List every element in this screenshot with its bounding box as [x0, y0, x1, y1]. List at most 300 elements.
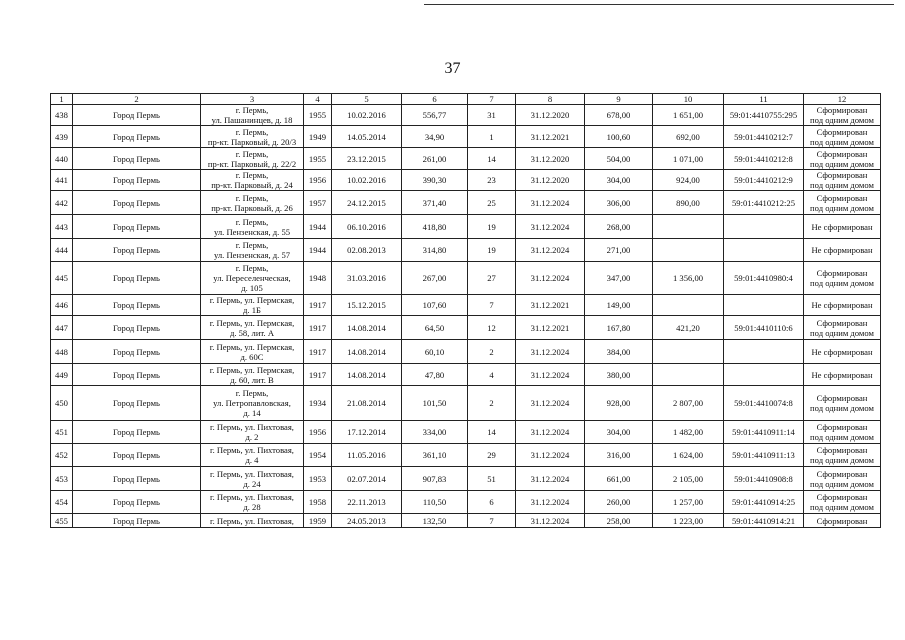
table-row	[51, 491, 881, 514]
header-cell: 5	[332, 94, 402, 105]
table-row	[51, 215, 881, 239]
amount-cell	[653, 364, 724, 386]
top-rule	[424, 4, 894, 5]
date-cell: 24.05.2013	[332, 514, 402, 528]
table-row	[51, 239, 881, 262]
area-cell: 107,60	[402, 295, 468, 316]
amount-cell	[653, 295, 724, 316]
amount-cell: 1 624,00	[653, 444, 724, 467]
address-line: г. Пермь,	[235, 126, 269, 137]
address-line: пр-кт. Парковый, д. 26	[211, 202, 293, 213]
area-cell: 556,77	[402, 105, 468, 126]
city-cell: Город Пермь	[73, 239, 201, 262]
year-cell: 1917	[304, 295, 332, 316]
registry-table	[50, 93, 881, 528]
residents-cell: 29	[468, 444, 516, 467]
date-cell: 31.03.2016	[332, 262, 402, 295]
table-row	[51, 421, 881, 444]
year-cell: 1917	[304, 340, 332, 364]
date-cell: 02.08.2013	[332, 239, 402, 262]
table-row	[51, 170, 881, 191]
status-cell	[804, 386, 881, 421]
row-number: 443	[51, 215, 73, 239]
status-cell	[804, 491, 881, 514]
address-line: ул. Петропавловская,	[213, 398, 291, 408]
city-cell: Город Пермь	[73, 295, 201, 316]
address-cell	[201, 262, 304, 295]
deadline-cell: 31.12.2021	[516, 295, 585, 316]
table-row	[51, 148, 881, 170]
row-number: 444	[51, 239, 73, 262]
table-row	[51, 105, 881, 126]
address-cell	[201, 170, 304, 191]
cadastral-cell	[724, 239, 804, 262]
cost-cell: 316,00	[585, 444, 653, 467]
header-cell: 1	[51, 94, 73, 105]
address-line: ул. Пашанинцев, д. 18	[211, 115, 293, 125]
address-line: г. Пермь, ул. Пермская,	[209, 341, 295, 352]
cadastral-cell: 59:01:4410911:13	[724, 444, 804, 467]
residents-cell: 12	[468, 316, 516, 340]
date-cell: 15.12.2015	[332, 295, 402, 316]
cadastral-cell: 59:01:4410212:8	[724, 148, 804, 170]
status-line: под одним домом	[810, 115, 874, 125]
amount-cell: 1 651,00	[653, 105, 724, 126]
year-cell: 1944	[304, 239, 332, 262]
deadline-cell: 31.12.2020	[516, 105, 585, 126]
year-cell: 1934	[304, 386, 332, 421]
cadastral-cell: 59:01:4410212:9	[724, 170, 804, 191]
residents-cell: 14	[468, 421, 516, 444]
address-line: ул. Переселенческая,	[213, 273, 291, 283]
table-row	[51, 316, 881, 340]
header-cell: 10	[653, 94, 724, 105]
city-cell: Город Пермь	[73, 421, 201, 444]
table-row	[51, 386, 881, 421]
city-cell: Город Пермь	[73, 444, 201, 467]
address-cell	[201, 386, 304, 421]
row-number: 453	[51, 467, 73, 491]
amount-cell: 421,20	[653, 316, 724, 340]
amount-cell: 890,00	[653, 191, 724, 215]
address-line: г. Пермь, ул. Пихтовая,	[210, 422, 294, 432]
status-line: Не сформирован	[811, 245, 873, 255]
status-line: Сформирован	[816, 192, 868, 203]
cadastral-cell: 59:01:4410914:25	[724, 491, 804, 514]
city-cell: Город Пермь	[73, 386, 201, 421]
area-cell: 334,00	[402, 421, 468, 444]
address-line: д. 58, лит. А	[229, 327, 275, 338]
city-cell: Город Пермь	[73, 340, 201, 364]
address-line: д. 14	[243, 408, 261, 418]
area-cell: 390,30	[402, 170, 468, 191]
status-cell	[804, 105, 881, 126]
cadastral-cell: 59:01:4410908:8	[724, 467, 804, 491]
cost-cell: 304,00	[585, 421, 653, 444]
deadline-cell: 31.12.2021	[516, 316, 585, 340]
status-cell	[804, 316, 881, 340]
address-line: ул. Пензенская, д. 55	[213, 226, 291, 237]
area-cell: 132,50	[402, 514, 468, 528]
deadline-cell: 31.12.2024	[516, 239, 585, 262]
table-row	[51, 126, 881, 148]
cost-cell: 928,00	[585, 386, 653, 421]
status-line: Сформирован	[816, 170, 868, 180]
status-line: под одним домом	[810, 455, 874, 465]
table-row	[51, 262, 881, 295]
status-cell	[804, 262, 881, 295]
cost-cell: 306,00	[585, 191, 653, 215]
header-cell: 7	[468, 94, 516, 105]
table-row	[51, 295, 881, 316]
address-line: д. 24	[243, 478, 261, 489]
residents-cell: 2	[468, 386, 516, 421]
address-line: г. Пермь, ул. Пихтовая,	[210, 445, 294, 455]
date-cell: 24.12.2015	[332, 191, 402, 215]
address-line: г. Пермь,	[235, 192, 269, 203]
address-cell	[201, 105, 304, 126]
amount-cell: 1 071,00	[653, 148, 724, 170]
status-cell	[804, 467, 881, 491]
year-cell: 1957	[304, 191, 332, 215]
deadline-cell: 31.12.2020	[516, 170, 585, 191]
address-cell	[201, 215, 304, 239]
city-cell: Город Пермь	[73, 467, 201, 491]
cadastral-cell: 59:01:4410212:25	[724, 191, 804, 215]
amount-cell: 692,00	[653, 126, 724, 148]
row-number: 448	[51, 340, 73, 364]
status-cell	[804, 148, 881, 170]
cost-cell: 260,00	[585, 491, 653, 514]
address-cell	[201, 191, 304, 215]
amount-cell: 2 105,00	[653, 467, 724, 491]
amount-cell: 1 223,00	[653, 514, 724, 528]
deadline-cell: 31.12.2021	[516, 126, 585, 148]
address-line: ул. Пензенская, д. 57	[213, 250, 291, 260]
status-line: Сформирован	[816, 492, 868, 502]
date-cell: 06.10.2016	[332, 215, 402, 239]
amount-cell: 924,00	[653, 170, 724, 191]
deadline-cell: 31.12.2024	[516, 421, 585, 444]
status-line: Сформирован	[816, 126, 868, 137]
residents-cell: 25	[468, 191, 516, 215]
date-cell: 10.02.2016	[332, 105, 402, 126]
status-line: под одним домом	[810, 478, 874, 489]
status-line: Сформирован	[816, 445, 868, 455]
date-cell: 14.08.2014	[332, 364, 402, 386]
city-cell: Город Пермь	[73, 514, 201, 528]
address-line: г. Пермь,	[235, 216, 269, 227]
address-line: д. 2	[245, 432, 259, 442]
residents-cell: 27	[468, 262, 516, 295]
address-line: д. 105	[241, 283, 263, 293]
address-line: г. Пермь, ул. Пихтовая,	[210, 492, 294, 502]
year-cell: 1958	[304, 491, 332, 514]
header-cell: 2	[73, 94, 201, 105]
status-line: Сформирован	[816, 148, 868, 159]
date-cell: 11.05.2016	[332, 444, 402, 467]
status-cell	[804, 514, 881, 528]
deadline-cell: 31.12.2024	[516, 262, 585, 295]
residents-cell: 7	[468, 514, 516, 528]
status-cell	[804, 239, 881, 262]
page-number: 37	[444, 60, 461, 77]
table-row	[51, 467, 881, 491]
deadline-cell: 31.12.2024	[516, 444, 585, 467]
cadastral-cell: 59:01:4410074:8	[724, 386, 804, 421]
year-cell: 1956	[304, 421, 332, 444]
address-line: г. Пермь,	[235, 263, 269, 273]
address-line: г. Пермь,	[235, 148, 269, 159]
city-cell: Город Пермь	[73, 148, 201, 170]
cost-cell: 258,00	[585, 514, 653, 528]
amount-cell	[653, 340, 724, 364]
address-line: пр-кт. Парковый, д. 20/3	[207, 136, 297, 147]
header-cell: 3	[201, 94, 304, 105]
address-line: г. Пермь,	[235, 388, 269, 398]
address-cell	[201, 239, 304, 262]
status-line: Сформирован	[816, 468, 868, 479]
header-cell: 4	[304, 94, 332, 105]
area-cell: 371,40	[402, 191, 468, 215]
area-cell: 907,83	[402, 467, 468, 491]
area-cell: 60,10	[402, 340, 468, 364]
cost-cell: 347,00	[585, 262, 653, 295]
address-line: д. 28	[243, 502, 261, 512]
amount-cell: 1 482,00	[653, 421, 724, 444]
row-number: 449	[51, 364, 73, 386]
header-cell: 11	[724, 94, 804, 105]
status-line: под одним домом	[810, 327, 874, 338]
table-row	[51, 444, 881, 467]
address-cell	[201, 126, 304, 148]
address-line: д. 4	[245, 455, 259, 465]
row-number: 438	[51, 105, 73, 126]
row-number: 454	[51, 491, 73, 514]
date-cell: 02.07.2014	[332, 467, 402, 491]
cadastral-cell	[724, 340, 804, 364]
residents-cell: 2	[468, 340, 516, 364]
city-cell: Город Пермь	[73, 364, 201, 386]
deadline-cell: 31.12.2024	[516, 191, 585, 215]
row-number: 440	[51, 148, 73, 170]
cost-cell: 304,00	[585, 170, 653, 191]
date-cell: 10.02.2016	[332, 170, 402, 191]
status-cell	[804, 126, 881, 148]
status-cell	[804, 364, 881, 386]
year-cell: 1955	[304, 105, 332, 126]
city-cell: Город Пермь	[73, 126, 201, 148]
deadline-cell: 31.12.2020	[516, 148, 585, 170]
status-line: Сформирован	[816, 393, 868, 403]
status-line: Сформирован	[816, 105, 868, 115]
cadastral-cell	[724, 295, 804, 316]
area-cell: 314,80	[402, 239, 468, 262]
date-cell: 14.05.2014	[332, 126, 402, 148]
table-row	[51, 191, 881, 215]
area-cell: 361,10	[402, 444, 468, 467]
city-cell: Город Пермь	[73, 105, 201, 126]
status-cell	[804, 444, 881, 467]
residents-cell: 19	[468, 215, 516, 239]
year-cell: 1917	[304, 364, 332, 386]
header-cell: 9	[585, 94, 653, 105]
deadline-cell: 31.12.2024	[516, 467, 585, 491]
year-cell: 1949	[304, 126, 332, 148]
row-number: 439	[51, 126, 73, 148]
area-cell: 64,50	[402, 316, 468, 340]
city-cell: Город Пермь	[73, 262, 201, 295]
status-line: Сформирован	[816, 268, 868, 278]
address-line: пр-кт. Парковый, д. 22/2	[207, 158, 297, 169]
address-cell	[201, 340, 304, 364]
row-number: 445	[51, 262, 73, 295]
deadline-cell: 31.12.2024	[516, 340, 585, 364]
year-cell: 1959	[304, 514, 332, 528]
address-cell	[201, 467, 304, 491]
city-cell: Город Пермь	[73, 491, 201, 514]
amount-cell	[653, 215, 724, 239]
address-line: г. Пермь, ул. Пермская,	[209, 317, 295, 328]
status-line: под одним домом	[810, 502, 874, 512]
status-cell	[804, 215, 881, 239]
address-line: г. Пермь, ул. Пихтовая,	[210, 515, 294, 526]
deadline-cell: 31.12.2024	[516, 364, 585, 386]
cost-cell: 384,00	[585, 340, 653, 364]
status-line: Сформирован	[816, 317, 868, 328]
status-line: под одним домом	[810, 278, 874, 288]
residents-cell: 51	[468, 467, 516, 491]
year-cell: 1917	[304, 316, 332, 340]
status-cell	[804, 295, 881, 316]
table-row	[51, 340, 881, 364]
amount-cell: 1 356,00	[653, 262, 724, 295]
year-cell: 1944	[304, 215, 332, 239]
city-cell: Город Пермь	[73, 170, 201, 191]
cost-cell: 661,00	[585, 467, 653, 491]
address-cell	[201, 421, 304, 444]
cadastral-cell: 59:01:4410212:7	[724, 126, 804, 148]
area-cell: 261,00	[402, 148, 468, 170]
address-cell	[201, 364, 304, 386]
residents-cell: 1	[468, 126, 516, 148]
address-line: пр-кт. Парковый, д. 24	[211, 180, 293, 190]
row-number: 450	[51, 386, 73, 421]
residents-cell: 19	[468, 239, 516, 262]
area-cell: 47,80	[402, 364, 468, 386]
cadastral-cell: 59:01:4410914:21	[724, 514, 804, 528]
year-cell: 1954	[304, 444, 332, 467]
address-cell	[201, 148, 304, 170]
status-line: под одним домом	[810, 180, 874, 190]
table-row	[51, 514, 881, 528]
row-number: 442	[51, 191, 73, 215]
deadline-cell: 31.12.2024	[516, 491, 585, 514]
address-line: г. Пермь,	[235, 240, 269, 250]
table-row	[51, 364, 881, 386]
address-line: г. Пермь, ул. Пихтовая,	[210, 468, 294, 479]
address-cell	[201, 491, 304, 514]
cadastral-cell: 59:01:4410911:14	[724, 421, 804, 444]
date-cell: 14.08.2014	[332, 340, 402, 364]
cadastral-cell	[724, 364, 804, 386]
status-line: Не сформирован	[811, 346, 873, 357]
cost-cell: 268,00	[585, 215, 653, 239]
header-cell: 12	[804, 94, 881, 105]
address-cell	[201, 444, 304, 467]
city-cell: Город Пермь	[73, 316, 201, 340]
row-number: 447	[51, 316, 73, 340]
deadline-cell: 31.12.2024	[516, 386, 585, 421]
area-cell: 267,00	[402, 262, 468, 295]
address-line: г. Пермь, ул. Пермская,	[209, 364, 295, 375]
row-number: 451	[51, 421, 73, 444]
date-cell: 14.08.2014	[332, 316, 402, 340]
status-line: Сформирован	[816, 515, 868, 526]
residents-cell: 14	[468, 148, 516, 170]
residents-cell: 23	[468, 170, 516, 191]
cost-cell: 504,00	[585, 148, 653, 170]
city-cell: Город Пермь	[73, 215, 201, 239]
date-cell: 21.08.2014	[332, 386, 402, 421]
city-cell: Город Пермь	[73, 191, 201, 215]
table-body	[51, 94, 881, 528]
status-cell	[804, 191, 881, 215]
cost-cell: 167,80	[585, 316, 653, 340]
deadline-cell: 31.12.2024	[516, 514, 585, 528]
area-cell: 34,90	[402, 126, 468, 148]
year-cell: 1956	[304, 170, 332, 191]
cost-cell: 380,00	[585, 364, 653, 386]
address-line: д. 1Б	[243, 305, 261, 315]
date-cell: 17.12.2014	[332, 421, 402, 444]
address-line: д. 60, лит. В	[230, 374, 274, 385]
status-line: под одним домом	[810, 202, 874, 213]
date-cell: 23.12.2015	[332, 148, 402, 170]
year-cell: 1953	[304, 467, 332, 491]
status-line: под одним домом	[810, 136, 874, 147]
address-line: г. Пермь,	[235, 170, 269, 180]
row-number: 455	[51, 514, 73, 528]
status-cell	[804, 340, 881, 364]
deadline-cell: 31.12.2024	[516, 215, 585, 239]
address-cell	[201, 295, 304, 316]
row-number: 441	[51, 170, 73, 191]
status-line: Не сформирован	[811, 369, 873, 380]
status-cell	[804, 421, 881, 444]
status-line: Не сформирован	[811, 300, 873, 310]
cadastral-cell: 59:01:4410755:295	[724, 105, 804, 126]
status-line: под одним домом	[810, 158, 874, 169]
amount-cell: 2 807,00	[653, 386, 724, 421]
status-line: под одним домом	[810, 403, 874, 413]
address-line: г. Пермь,	[235, 105, 269, 115]
cost-cell: 149,00	[585, 295, 653, 316]
residents-cell: 4	[468, 364, 516, 386]
amount-cell	[653, 239, 724, 262]
cost-cell: 271,00	[585, 239, 653, 262]
row-number: 446	[51, 295, 73, 316]
status-line: Не сформирован	[811, 221, 873, 232]
cadastral-cell: 59:01:4410980:4	[724, 262, 804, 295]
address-line: д. 60С	[240, 351, 264, 362]
residents-cell: 6	[468, 491, 516, 514]
address-cell	[201, 316, 304, 340]
residents-cell: 31	[468, 105, 516, 126]
area-cell: 101,50	[402, 386, 468, 421]
cadastral-cell	[724, 215, 804, 239]
row-number: 452	[51, 444, 73, 467]
